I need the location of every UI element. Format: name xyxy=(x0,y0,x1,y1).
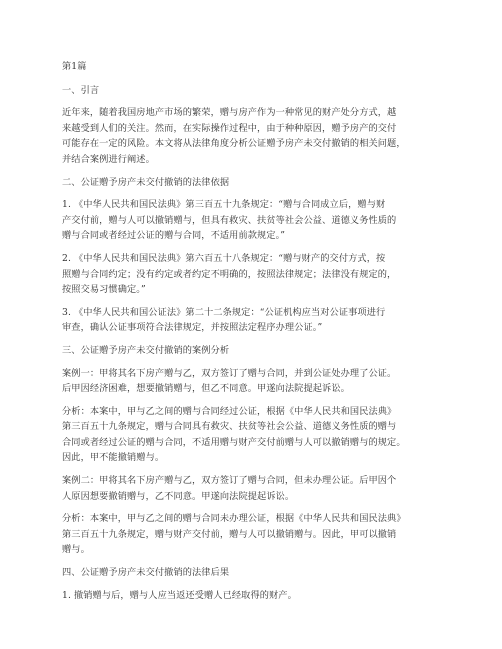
paragraph xyxy=(62,404,442,466)
paragraph xyxy=(62,588,442,604)
section-heading-intro: 一、引言 xyxy=(62,84,100,96)
paragraph-line: 因此，甲不能撤销赠与。 xyxy=(62,452,165,464)
paragraph-line: 人原因想要撤销赠与，乙不同意。甲遂向法院提起诉讼。 xyxy=(62,490,295,502)
paragraph-line: 案例二：甲将其名下房产赠与乙，双方签订了赠与合同，但未办理公证。后甲因个 xyxy=(62,475,397,487)
paragraph-line: 并结合案例进行阐述。 xyxy=(62,153,155,165)
section-heading-legal-basis: 二、公证赠予房产未交付撤销的法律依据 xyxy=(62,176,230,188)
paragraph xyxy=(62,366,442,397)
paragraph-line: 2. 《中华人民共和国民法典》第六百五十八条规定：“赠与财产的交付方式，按 xyxy=(62,252,386,264)
paragraph-line: 赠与合同或者经过公证的赠与合同，不适用前款规定。” xyxy=(62,230,286,242)
section-heading-case-analysis: 三、公证赠予房产未交付撤销的案例分析 xyxy=(62,344,230,356)
paragraph-line: 后甲因经济困难，想要撤销赠与，但乙不同意。甲遂向法院提起诉讼。 xyxy=(62,383,350,395)
paragraph xyxy=(62,473,442,504)
page-label: 第1篇 xyxy=(62,61,87,72)
paragraph-line: 来越受到人们的关注。然而，在实际操作过程中，由于种种原因，赠予房产的交付 xyxy=(62,122,397,134)
paragraph-line: 第三百五十九条规定，赠与财产交付前，赠与人可以撤销赠与。因此，甲可以撤销 xyxy=(62,528,397,540)
paragraph-line: 分析：本案中，甲与乙之间的赠与合同未办理公证，根据《中华人民共和国民法典》 xyxy=(62,513,406,525)
paragraph xyxy=(62,105,442,167)
paragraph-line: 赠与。 xyxy=(62,544,90,556)
paragraph-line: 审查，确认公证事项符合法律规定，并按照法定程序办理公证。” xyxy=(62,322,323,334)
paragraph-line: 可能存在一定的风险。本文将从法律角度分析公证赠予房产未交付撤销的相关问题， xyxy=(62,138,406,150)
paragraph-line: 按照交易习惯确定。” xyxy=(62,284,146,296)
paragraph-line: 第三百五十九条规定，赠与合同具有救灾、扶贫等社会公益、道德义务性质的赠与 xyxy=(62,421,397,433)
paragraph xyxy=(62,251,442,298)
paragraph-line: 近年来，随着我国房地产市场的繁荣，赠与房产作为一种常见的财产处分方式，越 xyxy=(62,107,397,119)
paragraph-line: 3. 《中华人民共和国公证法》第二十二条规定：“公证机构应当对公证事项进行 xyxy=(62,306,386,318)
paragraph-line: 1. 《中华人民共和国民法典》第三百五十九条规定：“赠与合同成立后，赠与财 xyxy=(62,199,386,211)
paragraph-line: 照赠与合同约定；没有约定或者约定不明确的，按照法律规定；法律没有规定的， xyxy=(62,268,397,280)
section-heading-legal-consequences: 四、公证赠予房产未交付撤销的法律后果 xyxy=(62,567,230,579)
document-body xyxy=(62,59,442,603)
paragraph xyxy=(62,305,442,336)
paragraph-line: 产交付前，赠与人可以撤销赠与，但具有救灾、扶贫等社会公益、道德义务性质的 xyxy=(62,214,397,226)
paragraph xyxy=(62,511,442,558)
paragraph-line: 案例一：甲将其名下房产赠与乙，双方签订了赠与合同，并到公证处办理了公证。 xyxy=(62,367,397,379)
paragraph xyxy=(62,197,442,244)
paragraph-line: 分析：本案中，甲与乙之间的赠与合同经过公证，根据《中华人民共和国民法典》 xyxy=(62,405,397,417)
paragraph-line: 合同或者经过公证的赠与合同，不适用赠与财产交付前赠与人可以撤销赠与的规定。 xyxy=(62,436,406,448)
paragraph-line: 1. 撤销赠与后，赠与人应当返还受赠人已经取得的财产。 xyxy=(62,589,297,601)
